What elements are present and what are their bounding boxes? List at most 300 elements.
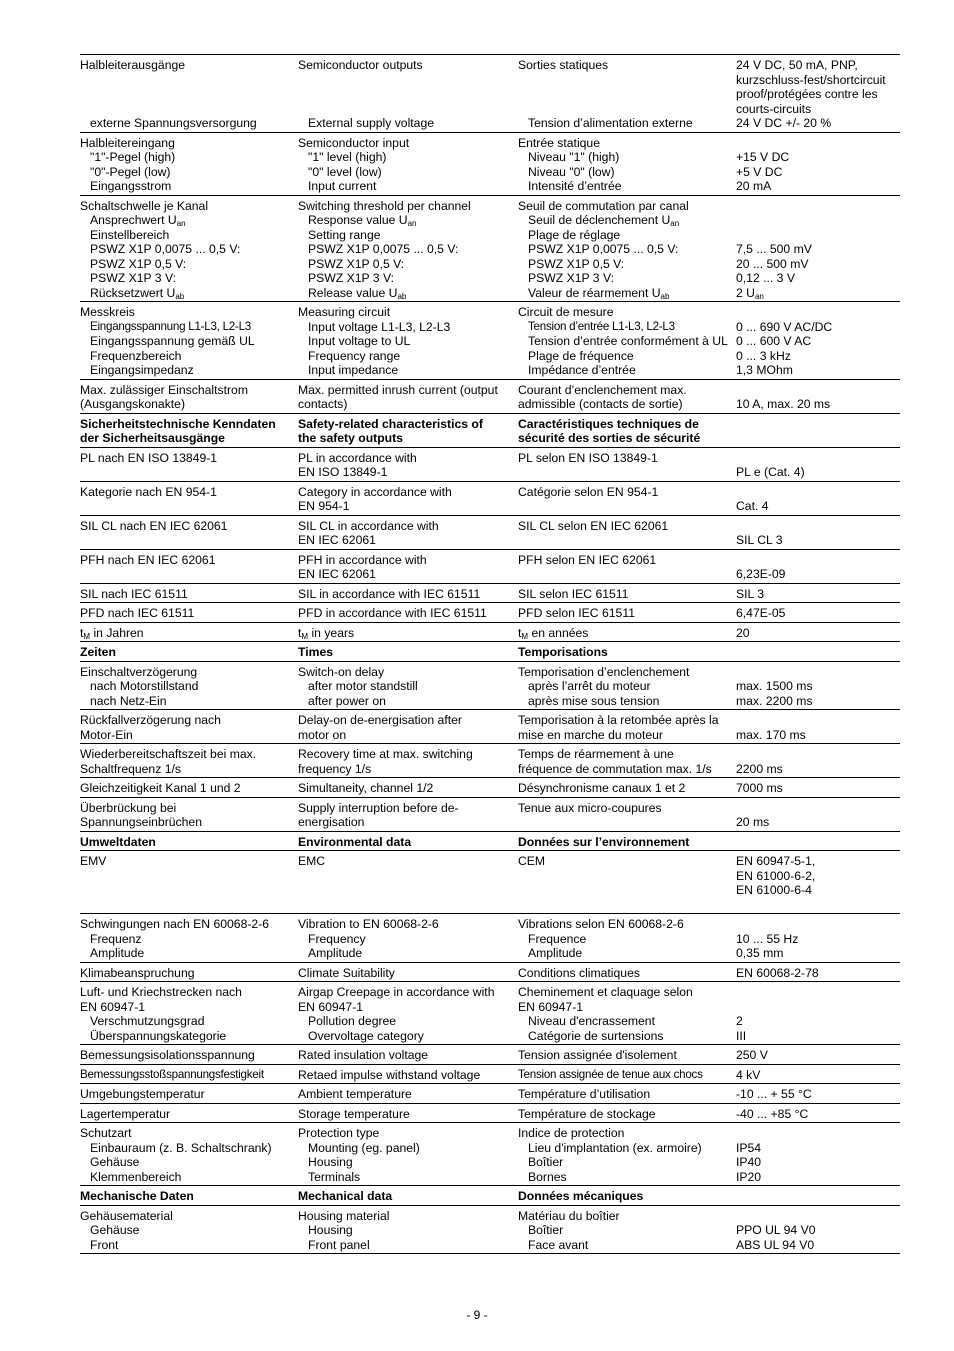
cell-text (518, 1126, 736, 1141)
german-cell (80, 485, 298, 514)
cell-text-main: Halbleiterausgänge (80, 58, 186, 72)
cell-text (518, 932, 736, 947)
value-cell (736, 553, 900, 582)
cell-text-main: nach Motorstillstand (90, 679, 199, 693)
cell-text-main: 0,35 mm (736, 946, 784, 960)
table-row (80, 1065, 900, 1085)
cell-text (80, 1126, 298, 1141)
cell-text-main: IP40 (736, 1155, 762, 1169)
cell-text (298, 1107, 518, 1122)
french-cell (518, 136, 736, 194)
cell-text-main: IP20 (736, 1169, 762, 1184)
cell-text-main: Sorties statiques (518, 58, 609, 72)
cell-text-main: PL nach EN ISO 13849-1 (80, 450, 218, 465)
cell-text-main: Recovery time at max. switching (298, 747, 473, 761)
cell-text-main: 20 (736, 625, 750, 640)
cell-text-main: courts-circuits (736, 101, 812, 116)
cell-text-main: Housing (308, 1155, 353, 1169)
subscript: ab (660, 291, 670, 301)
table-row (80, 798, 900, 832)
cell-text-main: Frequency (308, 931, 366, 946)
cell-text (80, 431, 298, 446)
cell-text-main: 250 V (736, 1048, 768, 1062)
cell-text (736, 1000, 900, 1015)
cell-spacer (298, 73, 518, 117)
cell-text-main: 20 mA (736, 179, 772, 193)
cell-text-main: Niveau "1" (high) (528, 150, 620, 164)
cell-text-main: PFH selon EN IEC 62061 (518, 552, 657, 567)
french-cell (518, 747, 736, 776)
cell-text (80, 781, 298, 796)
german-cell (80, 626, 298, 641)
cell-text (518, 349, 736, 364)
cell-text-main: Seuil de commutation par canal (518, 198, 689, 213)
cell-text (298, 966, 518, 981)
cell-text (298, 854, 518, 869)
cell-spacer (736, 451, 900, 466)
cell-text-main: 24 V DC, 50 mA, PNP, (736, 58, 858, 72)
value-cell (736, 1048, 900, 1063)
cell-text-main: the safety outputs (298, 431, 403, 445)
english-cell (298, 713, 518, 742)
cell-text (298, 1209, 518, 1224)
german-cell (80, 305, 298, 378)
cell-text (298, 762, 518, 777)
cell-text-main: Mechanische Daten (80, 1189, 194, 1203)
cell-text-main: PSWZ X1P 3 V: (90, 271, 177, 285)
cell-text (298, 179, 518, 194)
section-header-row (80, 642, 900, 662)
cell-text-main: Delay-on de-energisation after (298, 713, 462, 727)
cell-text-main: Wiederbereitschaftszeit bei max. (80, 747, 257, 761)
cell-text-main: Schaltschwelle je Kanal (80, 198, 209, 213)
cell-text (298, 465, 518, 480)
cell-text (298, 150, 518, 165)
cell-text (518, 762, 736, 777)
cell-text-main: Climate Suitability (298, 965, 395, 980)
cell-text-main: Environmental data (298, 834, 412, 849)
cell-text-main: Switching threshold per channel (298, 198, 471, 213)
cell-text-main: PSWZ X1P 0,5 V: (528, 256, 625, 271)
cell-text (298, 451, 518, 466)
cell-text (736, 917, 900, 932)
cell-text-main: Amplitude (528, 946, 583, 960)
value-cell (736, 485, 900, 514)
cell-text (80, 1029, 298, 1044)
german-cell (80, 985, 298, 1043)
cell-text-main: 0,12 ... 3 V (736, 271, 795, 285)
table-row (80, 1104, 900, 1124)
cell-text-main: Kategorie nach EN 954-1 (80, 484, 217, 499)
french-cell (518, 417, 736, 446)
cell-text-main: Ambient temperature (298, 1087, 412, 1101)
german-cell (80, 1048, 298, 1063)
cell-text-main: -40 ... +85 °C (736, 1106, 809, 1121)
german-cell (80, 854, 298, 912)
cell-text (80, 679, 298, 694)
cell-text-main: 6,47E-05 (736, 606, 786, 620)
cell-text (736, 815, 900, 830)
value-cell (736, 835, 900, 850)
cell-text (736, 397, 900, 412)
cell-text (518, 801, 736, 816)
cell-text (80, 417, 298, 432)
cell-text-main: Semiconductor input (298, 135, 410, 150)
french-cell (518, 1068, 736, 1083)
cell-text-main: Lieu d'implantation (ex. armoire) (528, 1140, 702, 1155)
cell-text (298, 606, 518, 621)
cell-text-main: +5 V DC (736, 164, 783, 179)
cell-text-main: SIL CL nach EN IEC 62061 (80, 518, 228, 533)
cell-text-main: PSWZ X1P 3 V: (528, 271, 615, 285)
table-row (80, 982, 900, 1045)
english-cell (298, 1048, 518, 1063)
english-cell (298, 606, 518, 621)
cell-text (518, 417, 736, 432)
cell-text-main: Gehäuse (90, 1223, 140, 1237)
cell-text (736, 1209, 900, 1224)
value-cell (736, 587, 900, 602)
cell-text-main: Amplitude (90, 946, 145, 960)
value-cell (736, 713, 900, 742)
cell-text (518, 1141, 736, 1156)
cell-text (736, 1048, 900, 1063)
french-cell (518, 519, 736, 548)
cell-text (736, 587, 900, 602)
cell-text-main: PSWZ X1P 3 V: (308, 271, 395, 285)
cell-text (298, 286, 518, 301)
cell-spacer (736, 553, 900, 568)
cell-text-main: Catégorie selon EN 954-1 (518, 484, 659, 499)
cell-text (298, 165, 518, 180)
cell-text (80, 116, 298, 131)
english-cell (298, 1107, 518, 1122)
cell-text (518, 1223, 736, 1238)
cell-text (736, 835, 900, 850)
cell-text-main: Max. zulässiger Einschaltstrom (80, 382, 248, 397)
cell-text (736, 1189, 900, 1204)
cell-text-main: SIL in accordance with IEC 61511 (298, 586, 481, 601)
cell-text (736, 869, 900, 884)
cell-text (298, 1029, 518, 1044)
cell-text-main: after power on (308, 693, 386, 708)
cell-text-main: EN IEC 62061 (298, 567, 376, 581)
cell-text-main: 7000 ms (736, 781, 783, 795)
value-cell (736, 985, 900, 1043)
cell-text-main: Terminals (308, 1169, 361, 1184)
cell-text (80, 694, 298, 709)
cell-text-main: fréquence de commutation max. 1/s (518, 761, 712, 776)
german-cell (80, 801, 298, 830)
cell-text-main: Bemessungsstoßspannungsfestigkeit (80, 1067, 264, 1081)
cell-text-main: Tension assignée de tenue aux chocs (518, 1067, 703, 1081)
cell-text (80, 228, 298, 243)
cell-text-main: III (736, 1028, 747, 1043)
cell-text-main: Eingangsspannung L1-L3, L2-L3 (90, 319, 251, 333)
cell-text-main: EMC (298, 854, 326, 868)
cell-text (298, 349, 518, 364)
english-cell (298, 665, 518, 709)
cell-text (298, 1048, 518, 1063)
cell-text (80, 1048, 298, 1063)
value-cell (736, 801, 900, 830)
value-cell (736, 383, 900, 412)
cell-text-main: Plage de fréquence (528, 348, 634, 363)
english-cell (298, 801, 518, 830)
cell-text-main: t (80, 625, 84, 640)
cell-text (298, 334, 518, 349)
cell-text-main: Max. permitted inrush current (output (298, 382, 498, 397)
cell-text (518, 228, 736, 243)
french-cell (518, 917, 736, 961)
cell-text (518, 713, 736, 728)
table-row (80, 1123, 900, 1186)
cell-text (518, 1189, 736, 1204)
cell-text (518, 383, 736, 398)
cell-text (736, 665, 900, 680)
cell-text-main: admissible (contacts de sortie) (518, 397, 683, 411)
subscript: M (521, 631, 529, 641)
cell-text-main: après mise sous tension (528, 693, 660, 708)
cell-text (298, 587, 518, 602)
cell-text-main: Gehäuse (90, 1155, 140, 1169)
cell-text (736, 102, 900, 117)
cell-text-main: Messkreis (80, 305, 135, 319)
cell-text (80, 1000, 298, 1015)
cell-text (736, 73, 900, 88)
cell-text (518, 320, 736, 335)
cell-text-main: Boîtier (528, 1223, 564, 1237)
cell-text-main: 6,23E-09 (736, 567, 786, 581)
german-cell (80, 606, 298, 621)
cell-text (736, 898, 900, 913)
cell-text (518, 728, 736, 743)
cell-text (518, 645, 736, 660)
value-cell (736, 747, 900, 776)
table-row (80, 482, 900, 516)
cell-text-main: Rated insulation voltage (298, 1048, 429, 1062)
french-cell (518, 383, 736, 412)
cell-text-main: "0" level (low) (308, 164, 382, 179)
french-cell (518, 626, 736, 641)
cell-text (80, 1141, 298, 1156)
cell-text-main: Pollution degree (308, 1014, 397, 1028)
cell-text (80, 213, 298, 228)
french-cell (518, 835, 736, 850)
cell-text (80, 271, 298, 286)
cell-text (298, 320, 518, 335)
cell-text-main: Lagertemperatur (80, 1106, 171, 1121)
cell-text (736, 116, 900, 131)
cell-text (518, 1209, 736, 1224)
french-cell (518, 854, 736, 912)
german-cell (80, 417, 298, 446)
cell-text (518, 694, 736, 709)
cell-text-main: EN 954-1 (298, 499, 350, 513)
cell-text (518, 985, 736, 1000)
cell-text (80, 966, 298, 981)
cell-text-main: Temporisation d’enclenchement (518, 664, 690, 679)
cell-text (80, 626, 298, 641)
cell-text (736, 417, 900, 432)
cell-text-main: externe Spannungsversorgung (90, 116, 257, 130)
table-row (80, 851, 900, 914)
cell-text-main: Temporisation à la retombée après la (518, 713, 719, 727)
cell-text (298, 397, 518, 412)
english-cell (298, 917, 518, 961)
cell-text-main: Amplitude (308, 946, 363, 960)
german-cell (80, 835, 298, 850)
cell-text-main: 7,5 ... 500 mV (736, 242, 812, 256)
table-row (80, 133, 900, 196)
cell-text-main: Cheminement et claquage selon (518, 985, 693, 999)
cell-text-main: Frequenz (90, 931, 142, 946)
cell-text (80, 835, 298, 850)
cell-text-main: Input voltage to UL (308, 334, 411, 348)
cell-text (80, 553, 298, 568)
cell-text-after: en années (528, 625, 589, 640)
cell-text-main: Front panel (308, 1237, 370, 1252)
cell-text (736, 199, 900, 214)
german-cell (80, 966, 298, 981)
cell-text (736, 1223, 900, 1238)
german-cell (80, 1107, 298, 1122)
cell-text-main: Valeur de réarmement U (528, 285, 661, 300)
cell-text-main: Cat. 4 (736, 499, 769, 513)
cell-text-main: PFH in accordance with (298, 552, 427, 567)
cell-text (298, 1068, 518, 1083)
cell-text (736, 1107, 900, 1122)
technical-data-table (80, 54, 900, 1254)
cell-text-main: PSWZ X1P 0,0075 ... 0,5 V: (308, 242, 459, 256)
cell-text-main: Housing (308, 1223, 353, 1237)
cell-text-main: t (298, 625, 302, 640)
cell-text-main: Niveau "0" (low) (528, 164, 615, 179)
cell-text (80, 985, 298, 1000)
cell-text (518, 271, 736, 286)
subscript: an (670, 219, 680, 228)
cell-text (736, 1238, 900, 1253)
cell-spacer (736, 713, 900, 728)
english-cell (298, 854, 518, 912)
cell-text (518, 1107, 736, 1122)
cell-text (518, 451, 736, 466)
cell-text (736, 626, 900, 641)
cell-text-main: Supply interruption before de- (298, 800, 459, 815)
cell-text-main: Caractéristiques techniques de (518, 416, 699, 431)
cell-text (736, 165, 900, 180)
subscript: an (754, 291, 764, 301)
cell-text-main: CEM (518, 854, 546, 868)
cell-text (298, 1155, 518, 1170)
cell-text-main: Motor-Ein (80, 727, 133, 742)
cell-text-main: PL selon EN ISO 13849-1 (518, 450, 658, 465)
cell-text (80, 1170, 298, 1185)
section-header-row (80, 832, 900, 852)
cell-text (736, 363, 900, 378)
cell-text-main: Bemessungsisolationsspannung (80, 1048, 255, 1062)
cell-text (736, 1141, 900, 1156)
german-cell (80, 917, 298, 961)
cell-text-main: Switch-on delay (298, 664, 385, 679)
cell-text-main: Zeiten (80, 645, 116, 659)
subscript: M (301, 631, 309, 641)
cell-text (298, 985, 518, 1000)
cell-text (80, 1107, 298, 1122)
cell-text (736, 257, 900, 272)
cell-text (518, 165, 736, 180)
cell-text-main: after motor standstill (308, 679, 418, 693)
cell-text (298, 747, 518, 762)
cell-text-main: -10 ... + 55 °C (736, 1087, 812, 1101)
cell-text-main: 0 ... 690 V AC/DC (736, 319, 833, 334)
value-cell (736, 966, 900, 981)
cell-text-main: PL in accordance with (298, 450, 417, 465)
cell-text-main: 0 ... 600 V AC (736, 334, 812, 348)
cell-text-main: Front (90, 1237, 119, 1252)
cell-text (80, 363, 298, 378)
french-cell (518, 645, 736, 660)
cell-text-main: Entrée statique (518, 135, 600, 150)
cell-text-main: max. 2200 ms (736, 693, 813, 708)
cell-text (518, 1238, 736, 1253)
cell-text (298, 136, 518, 151)
cell-text-main: Vibrations selon EN 60068-2-6 (518, 917, 684, 931)
french-cell (518, 1048, 736, 1063)
value-cell (736, 451, 900, 480)
cell-text (298, 533, 518, 548)
cell-text (518, 606, 736, 621)
cell-text-main: External supply voltage (308, 116, 435, 130)
cell-text (736, 606, 900, 621)
cell-text-main: Ansprechwert U (90, 213, 177, 227)
cell-text (298, 58, 518, 73)
cell-text (518, 485, 736, 500)
cell-text-main: Frequency range (308, 348, 401, 363)
cell-text (298, 626, 518, 641)
cell-text (518, 519, 736, 534)
cell-spacer (736, 485, 900, 500)
english-cell (298, 1189, 518, 1204)
cell-text-main: IP54 (736, 1140, 762, 1155)
cell-text (736, 87, 900, 102)
cell-text (736, 1126, 900, 1141)
cell-text (518, 334, 736, 349)
cell-text (298, 116, 518, 131)
cell-text (736, 136, 900, 151)
cell-text (298, 431, 518, 446)
cell-text (298, 553, 518, 568)
table-row (80, 744, 900, 778)
cell-text (518, 397, 736, 412)
cell-text-main: sécurité des sorties de sécurité (518, 431, 701, 445)
cell-text-main: SIL selon IEC 61511 (518, 586, 629, 601)
cell-spacer (736, 747, 900, 762)
cell-text (518, 747, 736, 762)
cell-text (518, 242, 736, 257)
french-cell (518, 606, 736, 621)
cell-text-main: Données sur l’environnement (518, 834, 690, 849)
cell-text-main: frequency 1/s (298, 761, 372, 776)
english-cell (298, 966, 518, 981)
cell-text (518, 1155, 736, 1170)
cell-text-main: Boîtier (528, 1155, 564, 1169)
cell-text-main: EN 60947-1 (80, 999, 146, 1014)
cell-text (298, 485, 518, 500)
cell-text (736, 679, 900, 694)
cell-text (80, 932, 298, 947)
german-cell (80, 747, 298, 776)
